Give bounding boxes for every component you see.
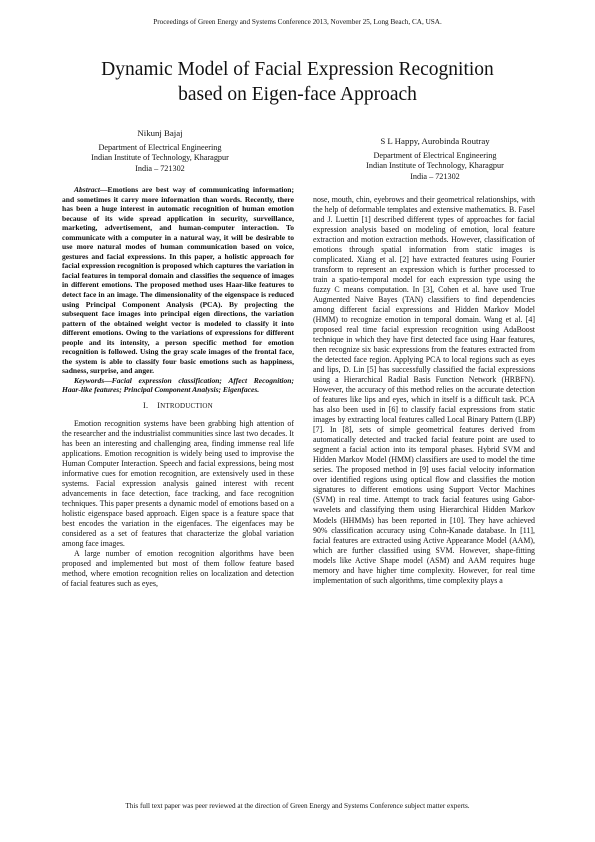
keywords: Keywords—Facial expression classification; Affect Recognition; Haar-like features; Principal Component Analysis; Eigenfaces. (62, 375, 294, 395)
section-heading-introduction (62, 401, 294, 411)
page-footer: This full text paper was peer reviewed at the direction of Green Energy and Systems Conference subject matter experts. (125, 802, 470, 810)
abstract (62, 185, 294, 376)
section-title-rest: NTRODUCTION (160, 402, 213, 411)
abstract-lead: Abstract (74, 185, 100, 194)
author-block-2 (335, 136, 535, 182)
author-name: Nikunj Bajaj (137, 128, 183, 138)
author-name: S L Happy, Aurobinda Routray (380, 136, 490, 146)
author-institute: Indian Institute of Technology, Kharagpur (91, 153, 229, 163)
right-column-paragraph: nose, mouth, chin, eyebrows and their geometrical relationships, with the help of deformable templates and extensive mathematics. B. Fasel and J. Luettin [1] described different types of approaches for facial expression analysis based on modeling of emotion, local feature extraction and motion extraction methods. However, classification of emotions through spatial information from static images is complicated. Xiang et al. [2] have extracted features using Fourier transform to represent an expression which is further processed to train a spatio-temporal model for each expression type using the fuzzy C means computation. In [3], Cohen et al. have used True Augmented Naive Bayes (TAN) classifiers to find dependencies among different facial expressions and Hidden Markov Model (HMM) to recognize emotion in temporal domain. Wang et al. [4] proposed real time facial expression recognition using AdaBoost technique in which they have first detected face using Haar features, then recognize six basic expressions from the features extracted from the detected face region. Applying PCA to local regions such as eyes and lips, D. Lin [5] has successfully classified the facial expressions using a Hierarchical Radial Basis Function Network (HRBFN). However, the accuracy of this method relies on the accurate detection of features like lips and eyes, which in itself is a difficult task. PCA has also been used in [6] to classify facial expressions from static images by extracting local features called Local Binary Pattern (LBP) [7]. In [8], sets of simple geometrical features derived from automatically detected and tracked facial feature point are used to segment a facial action into its temporal phases. Hybrid SVM and Hidden Markov Model (HMM) classifiers are used to model the time series. The proposed method in [9] uses facial velocity information over identified regions using optical flow and classifies the motion signatures to different emotions using Support Vector Machines (SVM) in real time. Attempt to track facial features using Gabor-wavelets and classifying them using Hierarchical Hidden Markov Models (HHMMs) has been reported in [10]. They have achieved 90% classification accuracy using Cohn-Kanade database. In [11], facial features are extracted using Active Appearance Model (AAM), which are further classified using SVM. However, shape-fitting models like Active Shape model (ASM) and AAM requires huge memory and have higher time complexity. However, for real time implementation of such algorithms, time complexity plays a (313, 195, 535, 585)
right-column (313, 195, 535, 586)
abstract-paragraph (62, 185, 294, 376)
author-institute: Indian Institute of Technology, Kharagpur (366, 161, 504, 171)
author-location: India – 721302 (135, 163, 185, 173)
section-title-initial: I (157, 401, 161, 411)
left-column (62, 185, 294, 589)
author-block-1 (60, 128, 260, 174)
paper-title (40, 57, 555, 107)
author-department: Department of Electrical Engineering (98, 142, 222, 152)
paper-title-line-2: based on Eigen-face Approach (178, 84, 417, 105)
author-department: Department of Electrical Engineering (373, 150, 497, 160)
intro-paragraph-2: A large number of emotion recognition algorithms have been proposed and implemented but most of them follow feature based method, where emotion recognition relies on localization and detection of facial features such as eyes, (62, 549, 294, 589)
intro-paragraph-1: Emotion recognition systems have been grabbing high attention of the researcher and the industrialist communities since last two decades. It has been an interesting and challenging area, finding immense real life applications. Emotion recognition is widely being used to improvise the Human Computer Interaction. Speech and facial expressions, being most informative cues for emotion recognition, are extensively used in these systems. Facial expression analysis gained interest with recent advancements in face detection, face tracking, and face recognition techniques. This paper presents a dynamic model of emotions based on a holistic eigenspace based approach. Eigen space is a feature space that best encodes the variation in the eigenfaces. The eigenfaces may be considered as a set of features that characterize the global variation among face images. (62, 419, 294, 549)
paper-title-line-1: Dynamic Model of Facial Expression Recognition (101, 59, 494, 80)
abstract-body: —Emotions are best way of communicating information; and sometimes it carry more information than words. Recently, there has been a huge interest in automatic recognition of human emotion because of its wide spread application in security, surveillance, marketing, advertisement, and human-computer interaction. To communicate with a computer in a natural way, it will be desirable to use more natural modes of human communication based on voice, gestures and facial expressions. In this paper, a holistic approach for facial expression recognition is proposed which captures the variation in facial features in temporal domain and classifies the sequence of images in different emotions. The proposed method uses Haar-like features to detect face in an image. The dimensionality of the eigenspace is reduced using Principal Component Analysis (PCA). By projecting the subsequent face images into principal eigen directions, the variation pattern of the obtained weight vector is modeled to classify it into different emotions. Owing to the variations of expressions for different people and its intensity, a person specific method for emotion recognition is followed. Using the gray scale images of the frontal face, the system is able to classify four basic emotions such as happiness, sadness, surprise, and anger. (62, 185, 294, 376)
author-location: India – 721302 (410, 171, 460, 181)
running-header: Proceedings of Green Energy and Systems Conference 2013, November 25, Long Beach, CA, USA. (153, 18, 442, 26)
section-number: I. (143, 401, 149, 411)
